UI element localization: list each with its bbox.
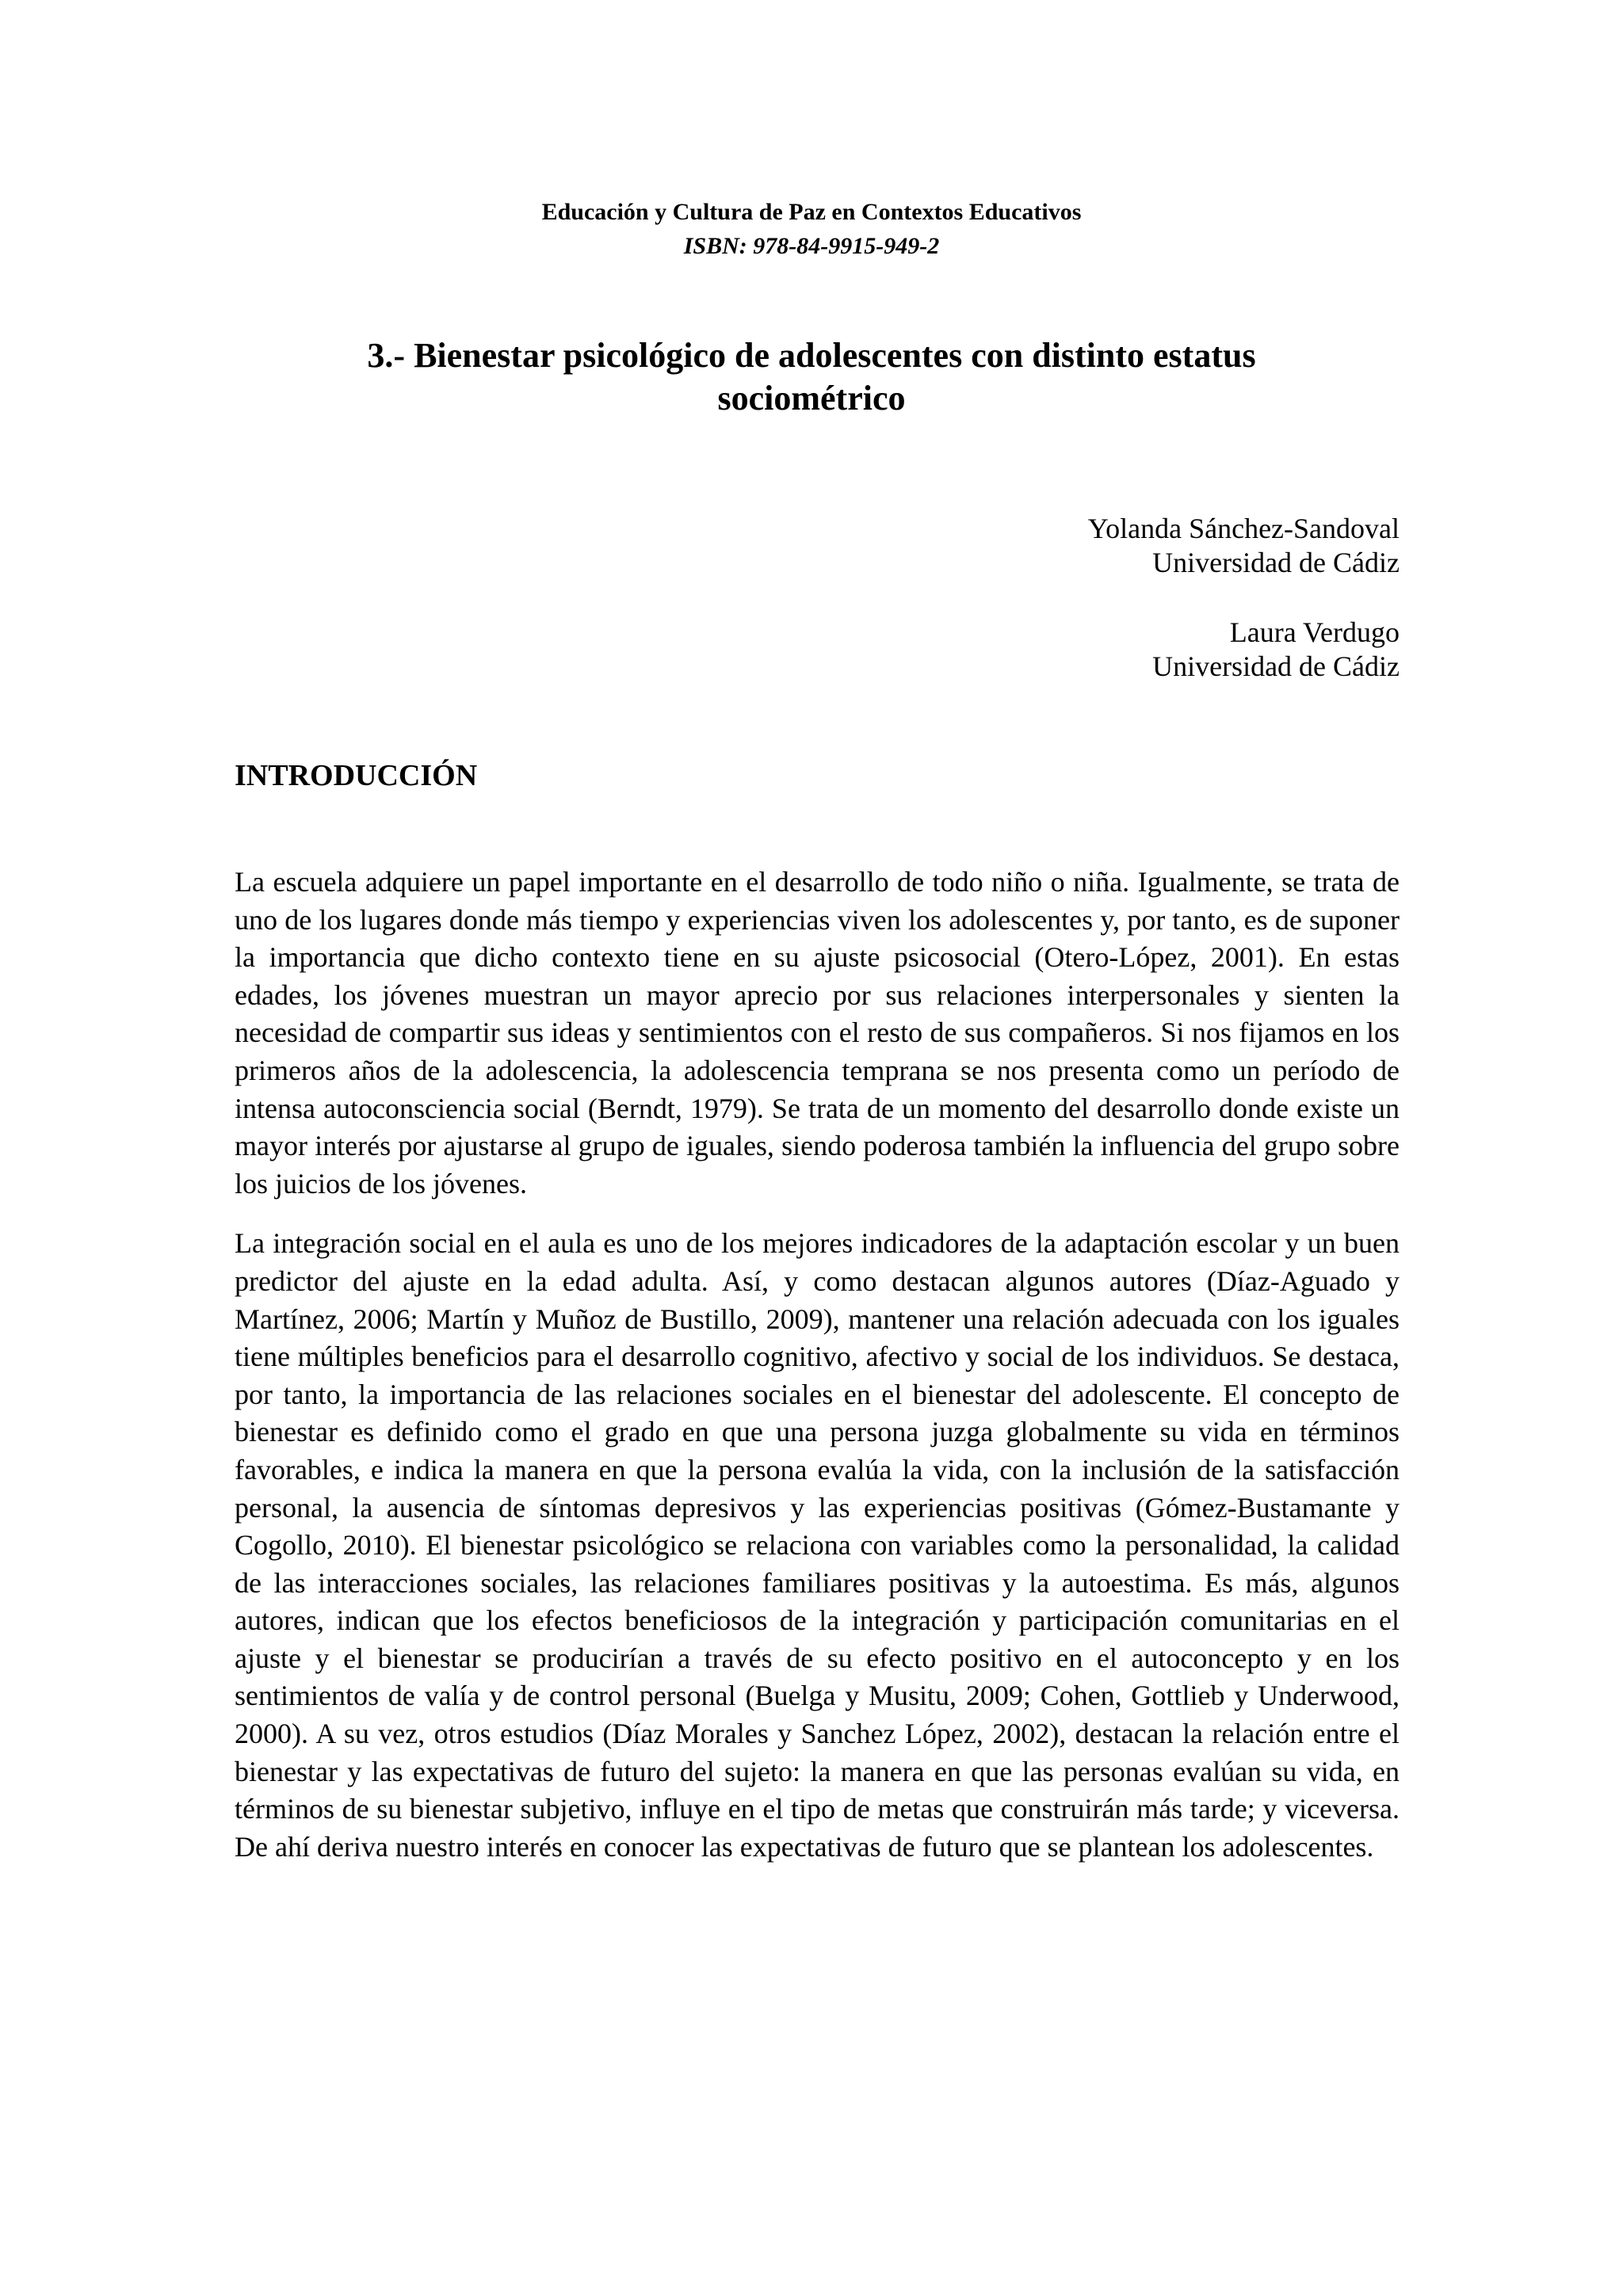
paragraph: La escuela adquiere un papel importante en el desarrollo de todo niño o niña. Igualmente, se trata de uno de los lugares donde más tiempo y experiencias viven los adolescentes y, por tanto, es de suponer la importancia que dicho contexto tiene en su ajuste psicosocial (Otero-López, 2001). En estas edades, los jóvenes muestran un mayor aprecio por sus relaciones interpersonales y sienten la necesidad de compartir sus ideas y sentimientos con el resto de sus compañeros. Si nos fijamos en los primeros años de la adolescencia, la adolescencia temprana se nos presenta como un período de intensa autoconsciencia social (Berndt, 1979). Se trata de un momento del desarrollo donde existe un mayor interés por ajustarse al grupo de iguales, siendo poderosa también la influencia del grupo sobre los juicios de los jóvenes. [235,866,1400,1199]
section-heading: INTRODUCCIÓN [235,759,478,792]
paragraph: La integración social en el aula es uno de los mejores indicadores de la adaptación escolar y un buen predictor del ajuste en la edad adulta. Así, y como destacan algunos autores (Díaz-Aguado y Martínez, 2006; Martín y Muñoz de Bustillo, 2009), mantener una relación adecuada con los iguales tiene múltiples beneficios para el desarrollo cognitivo, afectivo y social de los individuos. Se destaca, por tanto, la importancia de las relaciones sociales en el bienestar del adolescente. El concepto de bienestar es definido como el grado en que una persona juzga globalmente su vida en términos favorables, e indica la manera en que la persona evalúa la vida, con la inclusión de la satisfacción personal, la ausencia de síntomas depresivos y las experiencias positivas (Gómez-Bustamante y Cogollo, 2010). El bienestar psicológico se relaciona con variables como la personalidad, la calidad de las interacciones sociales, las relaciones familiares positivas y la autoestima. Es más, algunos autores, indican que los efectos beneficiosos de la integración y participación comunitarias en el ajuste y el bienestar se producirían a través de su efecto positivo en el autoconcepto y en los sentimientos de valía y de control personal (Buelga y Musitu, 2009; Cohen, Gottlieb y Underwood, 2000). A su vez, otros estudios (Díaz Morales y Sanchez López, 2002), destacan la relación entre el bienestar y las expectativas de futuro del sujeto: la manera en que las personas evalúan su vida, en términos de su bienestar subjetivo, influye en el tipo de metas que construirán más tarde; y viceversa. De ahí deriva nuestro interés en conocer las expectativas de futuro que se plantean los adolescentes. [235,1227,1400,1863]
author-affiliation: Universidad de Cádiz [1152,650,1400,682]
chapter-title [206,334,1417,420]
journal-title: Educación y Cultura de Paz en Contextos Educativos [541,199,1082,225]
chapter-title-line-2: sociométrico [717,379,906,418]
isbn-line: ISBN: 978-84-9915-949-2 [683,233,940,259]
author-entry [1088,616,1400,684]
author-affiliation: Universidad de Cádiz [1152,547,1400,578]
author-name: Yolanda Sánchez-Sandoval [1087,513,1400,544]
author-list [1088,512,1400,719]
running-header [0,195,1623,263]
body-text [235,864,1400,1888]
chapter-title-line-1: 3.- Bienestar psicológico de adolescentes con distinto estatus [367,336,1256,375]
author-entry [1088,512,1400,580]
author-name: Laura Verdugo [1229,616,1400,648]
